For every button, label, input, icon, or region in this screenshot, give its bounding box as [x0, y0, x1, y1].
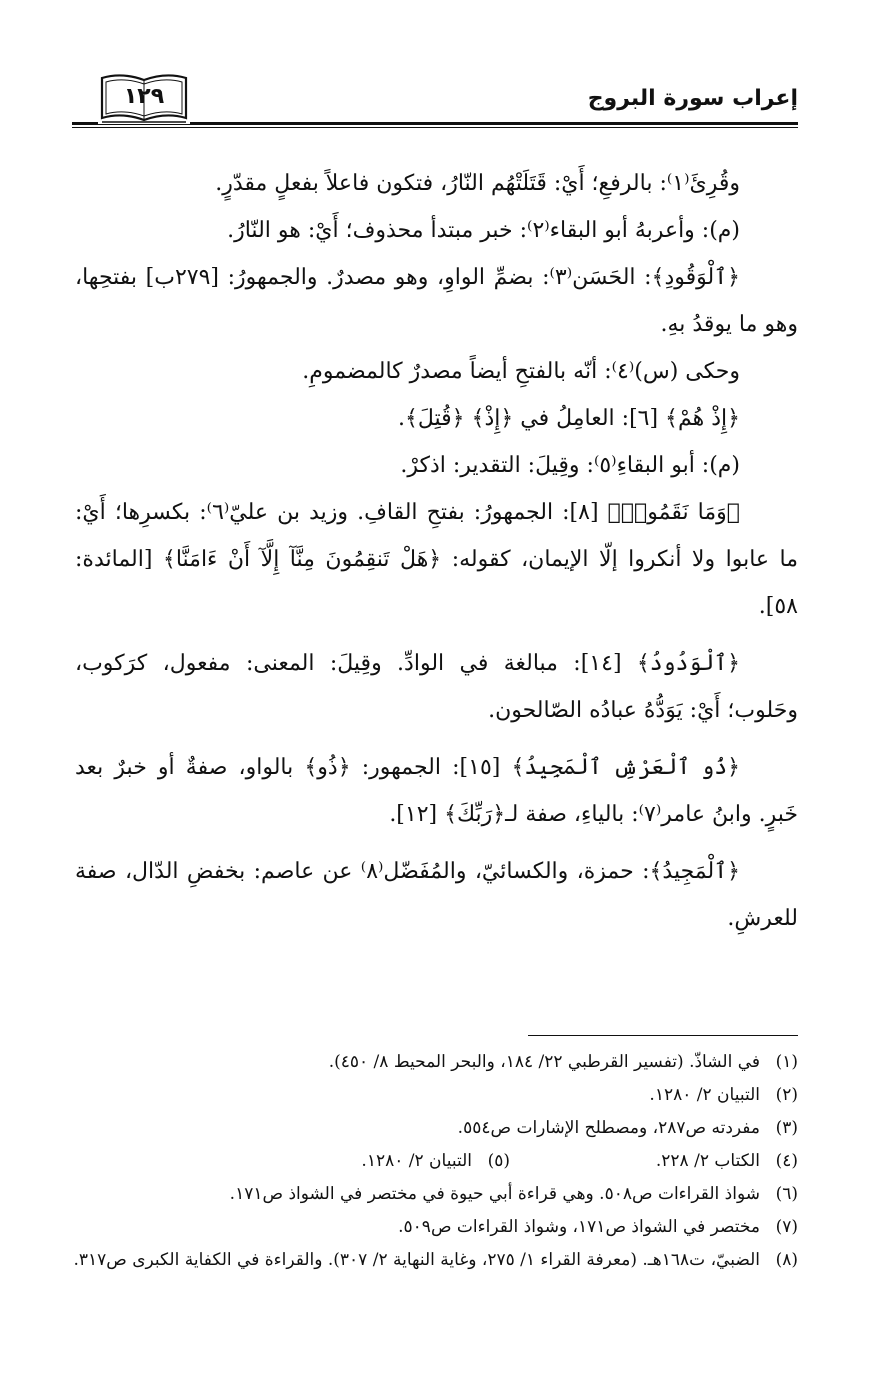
paragraph-7: ﴿وَمَا نَقَمُوا۟﴾ [٨]: الجمهورُ: بفتحِ القافِ. وزيد بن عليّ⁽٦⁾: بكسرِها؛ أَيْ: ما عابوا ولا أنكروا إلّا الإيمان، كقوله: ﴿هَلْ تَنقِمُونَ مِنَّآ إِلَّآ أَنْ ءَامَنَّا﴾ [المائدة: ٥٨]. — [75, 500, 798, 619]
header-rule-thin — [72, 127, 798, 128]
paragraph-6: (م): أبو البقاءِ⁽٥⁾: وقِيلَ: التقدير: اذكرْ. — [400, 453, 740, 478]
main-text — [75, 160, 798, 942]
footnote-4-5 — [72, 1145, 798, 1178]
paragraph-3: ﴿ٱلْوَقُودِ﴾: الحَسَن⁽٣⁾: بضمِّ الواوِ، وهو مصدرٌ. والجمهورُ: [٢٧٩ب] بفتحِها، وهو ما يوقدُ بهِ. — [75, 265, 798, 337]
footnote-separator — [528, 1035, 798, 1036]
page-number: ١٢٩ — [123, 84, 165, 109]
paragraph-4: وحكى (س)⁽٤⁾: أنّه بالفتحِ أيضاً مصدرٌ كالمضمومِ. — [302, 359, 740, 384]
footnote-6 — [72, 1178, 798, 1211]
page-number-book-frame — [98, 70, 190, 124]
footnote-text: مفردته ص٢٨٧، ومصطلح الإشارات ص٥٥٤. — [457, 1118, 760, 1138]
footnote-text: الكتاب ٢/ ٢٢٨. — [655, 1151, 760, 1171]
footnote-number: (٦) — [775, 1184, 798, 1204]
footnote-text: شواذ القراءات ص٥٠٨. وهي قراءة أبي حيوة في مختصر في الشواذ ص١٧١. — [229, 1184, 760, 1204]
footnote-text: الضبيّ، ت١٦٨هـ. (معرفة القراء ١/ ٢٧٥، وغاية النهاية ٢/ ٣٠٧). والقراءة في الكفاية الكبرى ص٣١٧. — [73, 1250, 760, 1270]
paragraph-10: ﴿ٱلْمَجِيدُ﴾: حمزة، والكسائيّ، والمُفَضّل⁽٨⁾ عن عاصم: بخفضِ الدّال، صفة للعرشِ. — [75, 859, 798, 931]
footnote-number: (١) — [775, 1052, 798, 1072]
footnote-number: (٧) — [775, 1217, 798, 1237]
footnote-number: (٤) — [775, 1151, 798, 1171]
footnote-3 — [72, 1112, 798, 1145]
footnote-text: في الشاذّ. (تفسير القرطبي ٢٢/ ١٨٤، والبحر المحيط ٨/ ٤٥٠). — [328, 1052, 760, 1072]
paragraph-8: ﴿ٱلْوَدُودُ﴾ [١٤]: مبالغة في الوادِّ. وقِيلَ: المعنى: مفعول، كرَكوب، وحَلوب؛ أَيْ: يَوَدُّهُ عبادُه الصّالحون. — [75, 651, 798, 723]
footnote-text: مختصر في الشواذ ص١٧١، وشواذ القراءات ص٥٠٩. — [398, 1217, 760, 1237]
footnote-8 — [72, 1244, 798, 1277]
paragraph-9: ﴿ذُو ٱلْعَرْشِ ٱلْمَجِيدُ﴾ [١٥]: الجمهور: ﴿ذُو﴾ بالواو، صفةٌ أو خبرٌ بعد خَبرٍ. وابنُ عامر⁽٧⁾: بالياءِ، صفة لـ﴿رَبِّكَ﴾ [١٢]. — [75, 755, 798, 827]
paragraph-2: (م): وأعربهُ أبو البقاء⁽٢⁾: خبر مبتدأ محذوف؛ أَيْ: هو النّارُ. — [227, 218, 740, 243]
footnote-number: (٢) — [775, 1085, 798, 1105]
paragraph-1: وقُرِئَ⁽١⁾: بالرفعِ؛ أَيْ: قَتَلَتْهُم النّارُ، فتكون فاعلاً بفعلٍ مقدّرٍ. — [215, 171, 740, 196]
running-title: إعراب سورة البروج — [587, 86, 798, 111]
footnote-text: التبيان ٢/ ١٢٨٠. — [649, 1085, 760, 1105]
footnotes — [72, 1046, 798, 1277]
footnote-7 — [72, 1211, 798, 1244]
paragraph-5: ﴿إِذْ هُمْ﴾ [٦]: العامِلُ في ﴿إِذْ﴾ ﴿قُتِلَ﴾. — [397, 406, 740, 431]
footnote-2 — [72, 1079, 798, 1112]
footnote-number: (٥) — [487, 1151, 510, 1171]
footnote-1 — [72, 1046, 798, 1079]
footnote-number: (٣) — [775, 1118, 798, 1138]
footnote-text: التبيان ٢/ ١٢٨٠. — [361, 1151, 472, 1171]
footnote-number: (٨) — [775, 1250, 798, 1270]
